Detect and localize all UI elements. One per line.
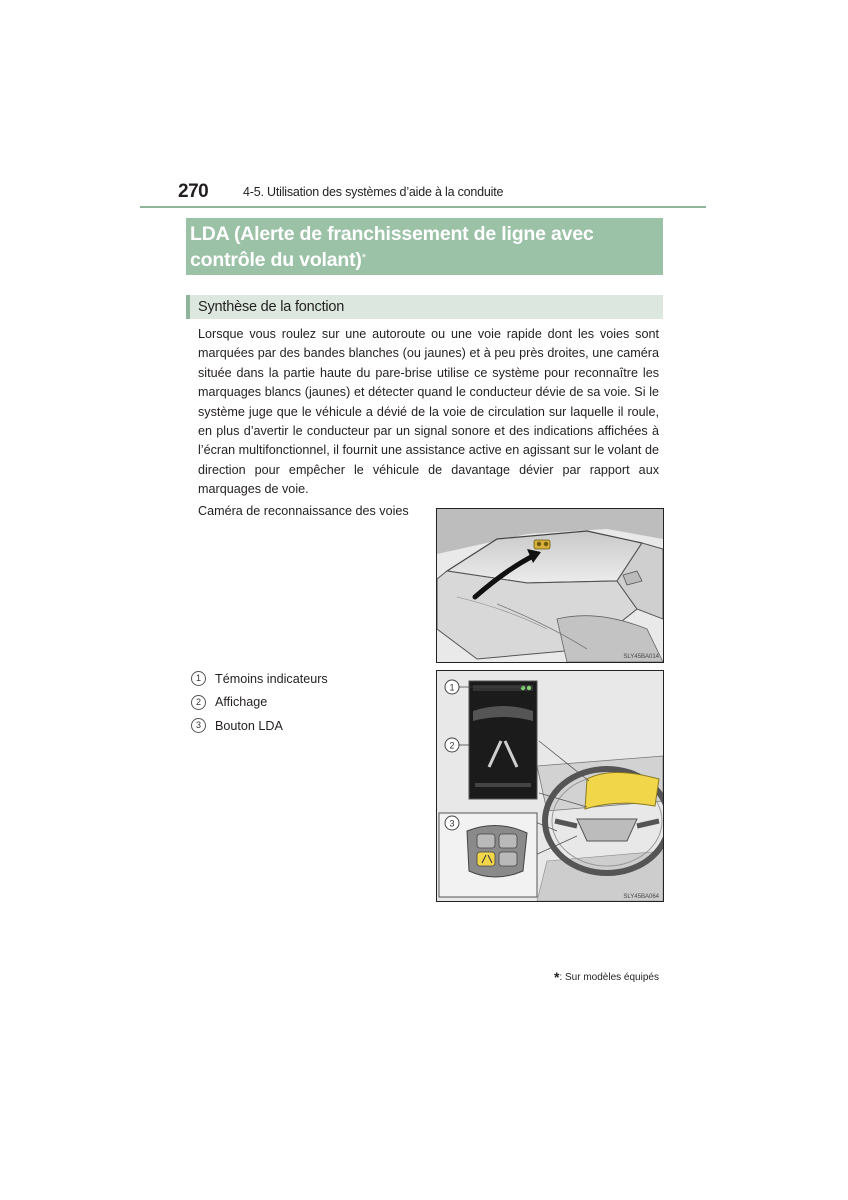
svg-text:1: 1 bbox=[449, 682, 455, 693]
figure2-code: SLY45BA064 bbox=[623, 894, 659, 900]
header-rule bbox=[140, 206, 706, 208]
figure-lane-camera bbox=[436, 508, 664, 663]
title-line-1: LDA (Alerte de franchissement de ligne avec bbox=[190, 223, 594, 245]
multi-info-display bbox=[469, 681, 537, 799]
figure1-code: SLY45BA014 bbox=[623, 654, 659, 660]
lda-button-icon bbox=[477, 852, 495, 866]
figure2-legend bbox=[191, 667, 328, 738]
callout-number: 3 bbox=[191, 718, 206, 733]
page-number: 270 bbox=[178, 181, 209, 202]
figure1-caption: Caméra de reconnaissance des voies bbox=[198, 504, 409, 518]
callout-3-icon bbox=[445, 816, 459, 830]
footnote-text: : Sur modèles équipés bbox=[559, 972, 659, 983]
legend-label: Affichage bbox=[215, 695, 268, 710]
legend-label: Témoins indicateurs bbox=[215, 671, 328, 686]
svg-text:3: 3 bbox=[449, 818, 455, 829]
legend-item bbox=[191, 667, 328, 691]
callout-number: 2 bbox=[191, 695, 206, 710]
callout-number: 1 bbox=[191, 671, 206, 686]
title-asterisk: * bbox=[361, 252, 366, 264]
camera-icon bbox=[534, 540, 550, 549]
section-title bbox=[186, 218, 663, 275]
legend-label: Bouton LDA bbox=[215, 718, 283, 733]
meter-highlight bbox=[585, 773, 659, 810]
indicator-light-icon bbox=[521, 686, 525, 690]
chapter-title: 4-5. Utilisation des systèmes d’aide à la conduite bbox=[243, 185, 504, 199]
legend-item bbox=[191, 714, 328, 738]
footnote bbox=[554, 969, 659, 985]
svg-text:2: 2 bbox=[449, 740, 455, 751]
steering-wheel-illustration bbox=[437, 671, 663, 901]
windshield-camera-illustration bbox=[437, 509, 663, 662]
subsection-heading: Synthèse de la fonction bbox=[186, 295, 663, 319]
title-line-2: contrôle du volant) bbox=[190, 249, 362, 271]
footnote-asterisk: * bbox=[554, 969, 560, 985]
legend-item bbox=[191, 691, 328, 715]
figure-lda-controls bbox=[436, 670, 664, 902]
body-paragraph: Lorsque vous roulez sur une autoroute ou une voie rapide dont les voies sont marquées par des bandes blanches (ou jaunes) et à peu près droites, une caméra située dans la partie haute du pare-brise utilise ce système pour reconnaître les marquages blancs (jaunes) et détecter quand le conducteur dévie de sa voie. Si le système juge que le véhicule a dévié de la voie de circulation sur laquelle il roule, en plus d’avertir le conducteur par un signal sonore et des indications affichées à l’écran multifonctionnel, il fournit une assistance active en agissant sur le volant de direction pour empêcher le véhicule de davantage dévier par rapport aux marquages de voie. bbox=[198, 327, 659, 497]
